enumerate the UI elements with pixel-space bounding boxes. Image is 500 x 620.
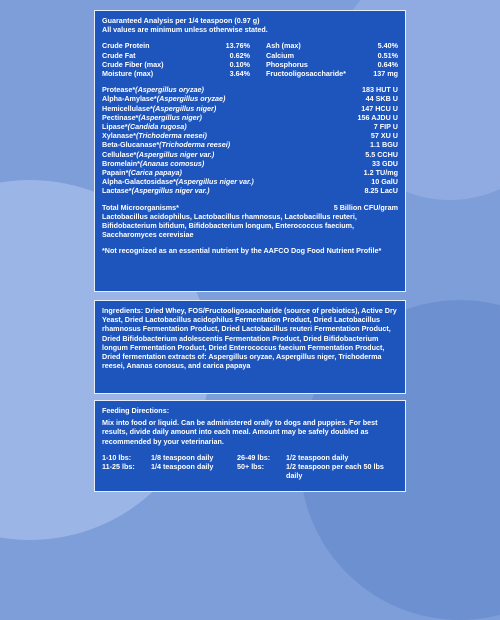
enzyme-source: (Aspergillus oryzae): [156, 94, 226, 104]
enzyme-value: 57 XU U: [370, 131, 398, 141]
enzyme-value: 1.1 BGU: [370, 140, 398, 150]
enzyme-source: (Trichoderma reesei): [135, 131, 207, 141]
feeding-instructions: Mix into food or liquid. Can be administered orally to dogs and puppies. For best results, divide daily amount into each meal. Amount may be safely doubled as recommended by your veterinarian.: [102, 418, 378, 446]
dose-amount: 1/2 teaspoon daily: [286, 452, 349, 462]
feeding-title: Feeding Directions:: [102, 406, 170, 415]
enzyme-value: 33 GDU: [372, 158, 398, 168]
enzyme-name: Pectinase*: [102, 112, 139, 122]
enzyme-name: Lactase*: [102, 186, 132, 196]
nutrient-value: 5.40%: [377, 41, 398, 51]
nutrient-column-right: [250, 41, 398, 78]
aafco-footnote: *Not recognized as an essential nutrient by the AAFCO Dog Food Nutrient Profile*: [102, 246, 382, 256]
nutrient-label: Calcium: [266, 50, 294, 60]
enzyme-value: 5.5 CCHU: [365, 149, 398, 159]
enzyme-source: (Trichoderma reesei): [159, 140, 231, 150]
dose-amount: 1/2 teaspoon per each 50 lbs daily: [286, 462, 384, 481]
ingredients-panel: [94, 300, 406, 394]
dose-amount: 1/4 teaspoon daily: [151, 462, 214, 472]
enzyme-source: (Aspergillus niger var.): [136, 149, 215, 159]
microorganisms-row: [102, 203, 398, 212]
enzyme-source: (Ananas comosus): [139, 158, 205, 168]
dose-amount: 1/8 teaspoon daily: [151, 452, 214, 462]
analysis-header: Guaranteed Analysis per 1/4 teaspoon (0.97 g): [102, 16, 260, 25]
enzyme-value: 1.2 TU/mg: [363, 168, 398, 178]
nutrient-table: [102, 41, 398, 78]
enzyme-value: 183 HUT U: [362, 85, 398, 95]
enzyme-name: Alpha-Galactosidase*: [102, 177, 176, 187]
enzyme-row: [102, 104, 398, 113]
feeding-directions-panel: [94, 400, 406, 492]
nutrient-row: [266, 60, 398, 69]
enzyme-name: Papain*: [102, 168, 129, 178]
enzyme-source: (Aspergillus niger): [138, 112, 202, 122]
enzyme-row: [102, 113, 398, 122]
enzyme-source: (Candida rugosa): [127, 122, 187, 132]
enzyme-name: Lipase*: [102, 122, 128, 132]
nutrient-value: 137 mg: [373, 69, 398, 79]
microorganisms-species: Lactobacillus acidophilus, Lactobacillus rhamnosus, Lactobacillus reuteri, Bifidobacterium bifidum, Bifidobacterium longum, Enterococcus faecium, Saccharomyces cerevisiae: [102, 211, 357, 240]
nutrient-row: [102, 41, 250, 50]
nutrient-row: [266, 51, 398, 60]
nutrient-row: [266, 41, 398, 50]
ingredients-text: Ingredients: Dried Whey, FOS/Fructooligosaccharide (source of prebiotics), Active Dry Yeast, Dried Lactobacillus acidophilus Fermentation Product, Dried Lactobacillus rhamnosus Fermentation Product, Dried Lactobacillus reuteri Fermentation Product, Dried Bifidobacterium adolescentis Fermentation Product, Dried Bifidobacterium longum Fermentation Product, Dried Enterococcus faecium Fermentation Product, Dried fermentation extracts of: Aspergillus oryzae, Aspergillus niger, Trichoderma reesei, Ananas conosus, and carica papaya: [102, 306, 397, 371]
enzyme-value: 147 HCU U: [361, 103, 398, 113]
dose-weight: 26-49 lbs:: [237, 452, 271, 462]
enzyme-row: [102, 122, 398, 131]
enzyme-name: Cellulase*: [102, 149, 137, 159]
nutrient-label: Fructooligosaccharide*: [266, 69, 346, 79]
enzyme-row: [102, 186, 398, 195]
nutrient-label: Crude Fiber (max): [102, 59, 164, 69]
enzyme-name: Xylanase*: [102, 131, 136, 141]
nutrient-row: [102, 51, 250, 60]
enzyme-row: [102, 150, 398, 159]
enzyme-value: 156 AJDU U: [357, 112, 398, 122]
nutrient-label: Crude Protein: [102, 41, 150, 51]
dose-weight: 11-25 lbs:: [102, 462, 135, 472]
nutrient-value: 3.64%: [229, 69, 250, 79]
enzyme-name: Bromelain*: [102, 158, 140, 168]
enzyme-source: (Aspergillus niger): [152, 103, 217, 113]
nutrient-value: 0.10%: [229, 59, 250, 69]
enzyme-row: [102, 168, 398, 177]
enzyme-name: Protease*: [102, 85, 136, 95]
nutrient-label: Phosphorus: [266, 59, 308, 69]
guaranteed-analysis-panel: [94, 10, 406, 292]
enzyme-value: 7 FIP U: [373, 122, 398, 132]
nutrient-value: 13.76%: [225, 41, 250, 51]
enzyme-source: (Carica papaya): [128, 168, 182, 178]
nutrient-row: [266, 69, 398, 78]
enzyme-source: (Aspergillus oryzae): [135, 85, 204, 95]
enzyme-name: Alpha-Amylase*: [102, 94, 157, 104]
microorganisms-label: Total Microorganisms*: [102, 202, 179, 212]
microorganisms-value: 5 Billion CFU/gram: [333, 202, 398, 212]
enzyme-name: Beta-Glucanase*: [102, 140, 160, 150]
enzyme-source: (Aspergillus niger var.): [175, 177, 254, 187]
dosage-table: [102, 453, 398, 481]
analysis-subheader: All values are minimum unless otherwise stated.: [102, 25, 268, 35]
enzyme-row: [102, 177, 398, 186]
enzyme-name: Hemicellulase*: [102, 103, 153, 113]
nutrient-row: [102, 69, 250, 78]
enzyme-source: (Aspergillus niger var.): [131, 186, 210, 196]
enzyme-list: [102, 85, 398, 195]
enzyme-value: 44 SKB U: [365, 94, 398, 104]
enzyme-row: [102, 140, 398, 149]
dose-weight: 1-10 lbs:: [102, 452, 132, 462]
nutrient-row: [102, 60, 250, 69]
enzyme-row: [102, 85, 398, 94]
dose-weight: 50+ lbs:: [237, 462, 264, 472]
nutrient-label: Moisture (max): [102, 69, 154, 79]
nutrient-value: 0.64%: [377, 59, 398, 69]
enzyme-value: 10 GalU: [371, 177, 398, 187]
enzyme-value: 8.25 LacU: [364, 186, 398, 196]
nutrient-value: 0.62%: [229, 50, 250, 60]
nutrient-column-left: [102, 41, 250, 78]
nutrient-label: Crude Fat: [102, 50, 136, 60]
enzyme-row: [102, 159, 398, 168]
enzyme-row: [102, 94, 398, 103]
nutrient-value: 0.51%: [377, 50, 398, 60]
enzyme-row: [102, 131, 398, 140]
nutrient-label: Ash (max): [266, 41, 301, 51]
